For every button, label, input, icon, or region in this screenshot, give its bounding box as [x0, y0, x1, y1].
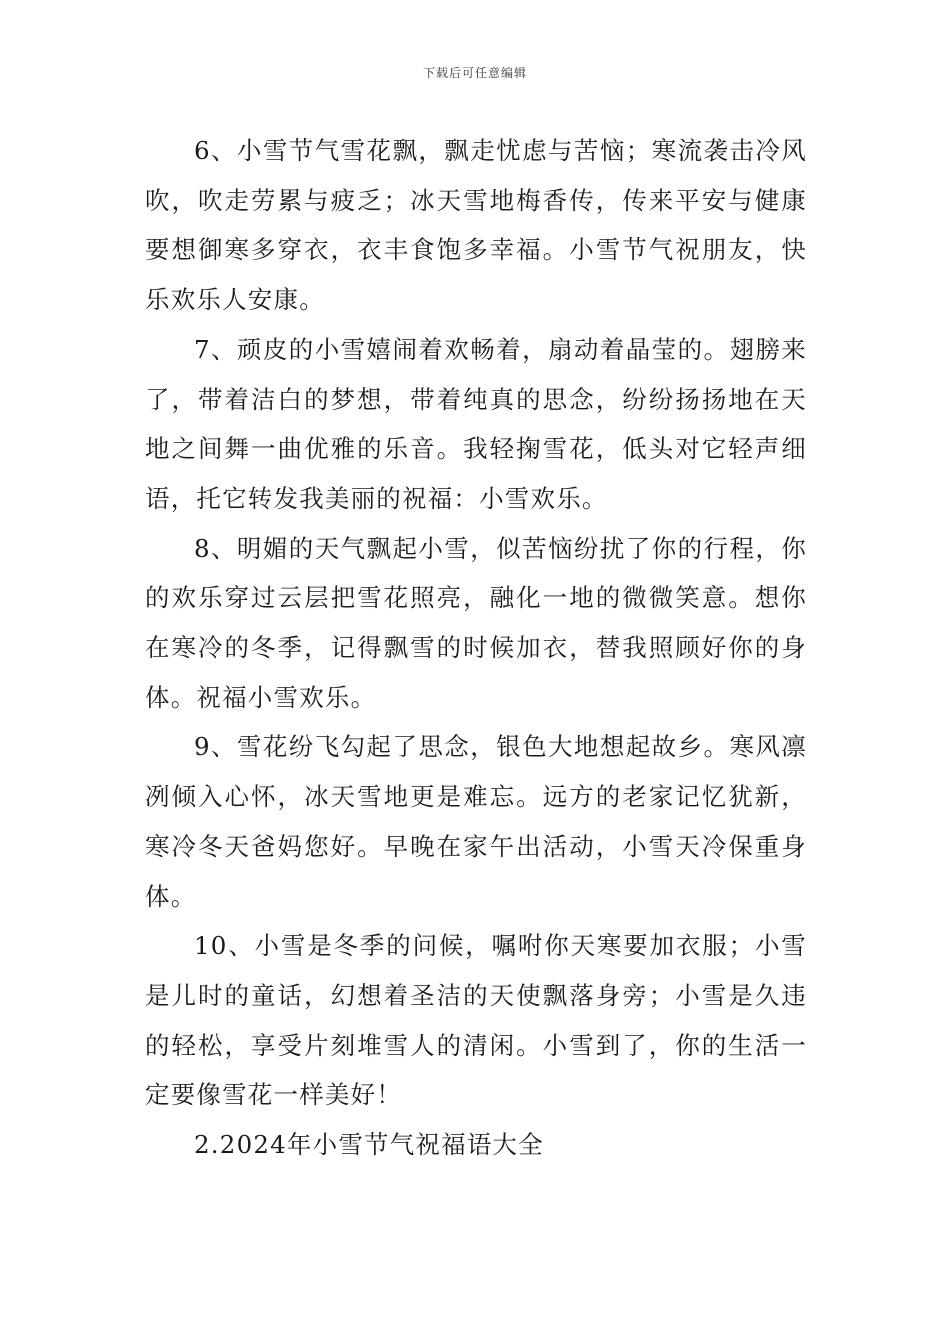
paragraph-9: 9、雪花纷飞勾起了思念，银色大地想起故乡。寒风凛冽倾入心怀，冰天雪地更是难忘。远方的老家记忆犹新，寒冷冬天爸妈您好。早晚在家午出活动，小雪天冷保重身体。 — [145, 732, 807, 911]
paragraph-7: 7、顽皮的小雪嬉闹着欢畅着，扇动着晶莹的。翅膀来了，带着洁白的梦想，带着纯真的思念，纷纷扬扬地在天地之间舞一曲优雅的乐音。我轻掬雪花，低头对它轻声细语，托它转发我美丽的祝福：小雪欢乐。 — [145, 334, 807, 513]
paragraph-6: 6、小雪节气雪花飘，飘走忧虑与苦恼；寒流袭击冷风吹，吹走劳累与疲乏；冰天雪地梅香传，传来平安与健康要想御寒多穿衣，衣丰食饱多幸福。小雪节气祝朋友，快乐欢乐人安康。 — [145, 136, 807, 315]
paragraph-10: 10、小雪是冬季的问候，嘱咐你天寒要加衣服；小雪是儿时的童话，幻想着圣洁的天使飘落身旁；小雪是久违的轻松，享受片刻堆雪人的清闲。小雪到了，你的生活一定要像雪花一样美好！ — [145, 931, 807, 1110]
page-header: 下载后可任意编辑 — [422, 66, 527, 80]
section-heading: 2.2024年小雪节气祝福语大全 — [194, 1130, 544, 1160]
document-body — [145, 126, 807, 1170]
paragraph-8: 8、明媚的天气飘起小雪，似苦恼纷扰了你的行程，你的欢乐穿过云层把雪花照亮，融化一地的微微笑意。想你在寒冷的冬季，记得飘雪的时候加衣，替我照顾好你的身体。祝福小雪欢乐。 — [145, 533, 807, 712]
